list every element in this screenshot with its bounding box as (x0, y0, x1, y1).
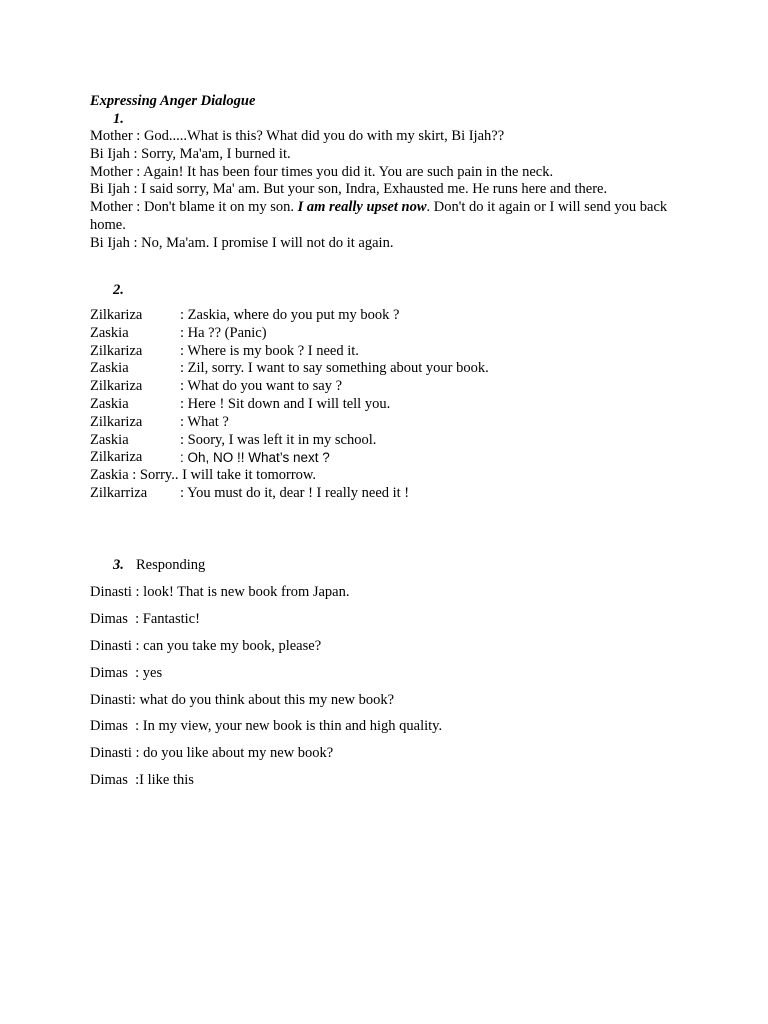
dialogue-row (90, 396, 690, 414)
dialogue-row (90, 378, 690, 396)
dialogue-line: Mother : God.....What is this? What did you do with my skirt, Bi Ijah?? (90, 128, 505, 144)
dialogue-line: Bi Ijah : I said sorry, Ma' am. But your son, Indra, Exhausted me. He runs here and there. (90, 181, 608, 198)
emphasized-phrase: I am really upset now (297, 199, 427, 216)
dialogue-row (90, 343, 690, 361)
dialogue-row (90, 485, 690, 503)
line-text: : Where is my book ? I need it. (180, 342, 359, 359)
dialogue-line: Dimas : In my view, your new book is thin and high quality. (90, 718, 443, 735)
speaker-name: Zilkariza (90, 449, 143, 466)
section-3-number: 3. (113, 557, 124, 573)
line-text: : Zil, sorry. I want to say something about your book. (180, 360, 489, 377)
dialogue-line: Dinasti : can you take my book, please? (90, 637, 322, 654)
line-text: : Oh, NO !! What’s next ? (180, 450, 330, 466)
speaker-name: Zilkariza (90, 413, 143, 430)
dialogue-row (90, 360, 690, 378)
section-1-dialogue (90, 128, 680, 253)
dialogue-line: Bi Ijah : Sorry, Ma'am, I burned it. (90, 145, 291, 162)
dialogue-row (90, 307, 690, 325)
line-text: : What do you want to say ? (180, 378, 343, 395)
line-text: : Here ! Sit down and I will tell you. (180, 395, 391, 412)
dialogue-line: Dimas : Fantastic! (90, 610, 200, 627)
dialogue-row (90, 467, 690, 485)
dialogue-line: Bi Ijah : No, Ma'am. I promise I will not do it again. (90, 234, 394, 251)
section-1-number: 1. (113, 111, 124, 127)
line-text: : Zaskia, where do you put my book ? (180, 307, 400, 323)
dialogue-line: Dimas :I like this (90, 772, 194, 789)
speaker-name: Zaskia (90, 431, 129, 448)
line-text: : What ? (180, 413, 229, 430)
dialogue-row (90, 432, 690, 450)
line-text: . Don't do it again or I will send you back home. (90, 199, 668, 233)
line-text: Mother : Don't blame it on my son. (90, 199, 298, 216)
section-3-dialogue (90, 584, 442, 799)
speaker-name: Zilkariza (90, 342, 143, 359)
dialogue-line: Mother : Again! It has been four times you did it. You are such pain in the neck. (90, 163, 554, 180)
speaker-name: Zaskia (90, 395, 129, 412)
dialogue-row (90, 414, 690, 432)
section-2-dialogue (90, 307, 690, 503)
document-title: Expressing Anger Dialogue (90, 93, 256, 109)
section-3-heading: Responding (136, 557, 206, 573)
dialogue-row (90, 325, 690, 343)
dialogue-line (90, 199, 680, 235)
dialogue-line: Dinasti: what do you think about this my new book? (90, 691, 395, 708)
line-text: : Soory, I was left it in my school. (180, 431, 377, 448)
speaker-name: Zilkariza (90, 378, 143, 395)
speaker-name: Zaskia (90, 360, 129, 377)
speaker-name: Zaskia (90, 324, 129, 341)
speaker-name: Zilkariza (90, 307, 143, 323)
dialogue-row (90, 449, 690, 467)
dialogue-line: Dimas : yes (90, 664, 163, 681)
dialogue-line: Dinasti : do you like about my new book? (90, 745, 334, 762)
line-text: : Ha ?? (Panic) (180, 324, 267, 341)
dialogue-line: Dinasti : look! That is new book from Japan. (90, 584, 350, 600)
section-2-number: 2. (113, 282, 124, 298)
speaker-name: Zilkarriza (90, 484, 148, 501)
speaker-name: Zaskia (90, 467, 129, 484)
line-text: : Sorry.. I will take it tomorrow. (132, 467, 317, 484)
line-text: : You must do it, dear ! I really need it ! (180, 484, 410, 501)
